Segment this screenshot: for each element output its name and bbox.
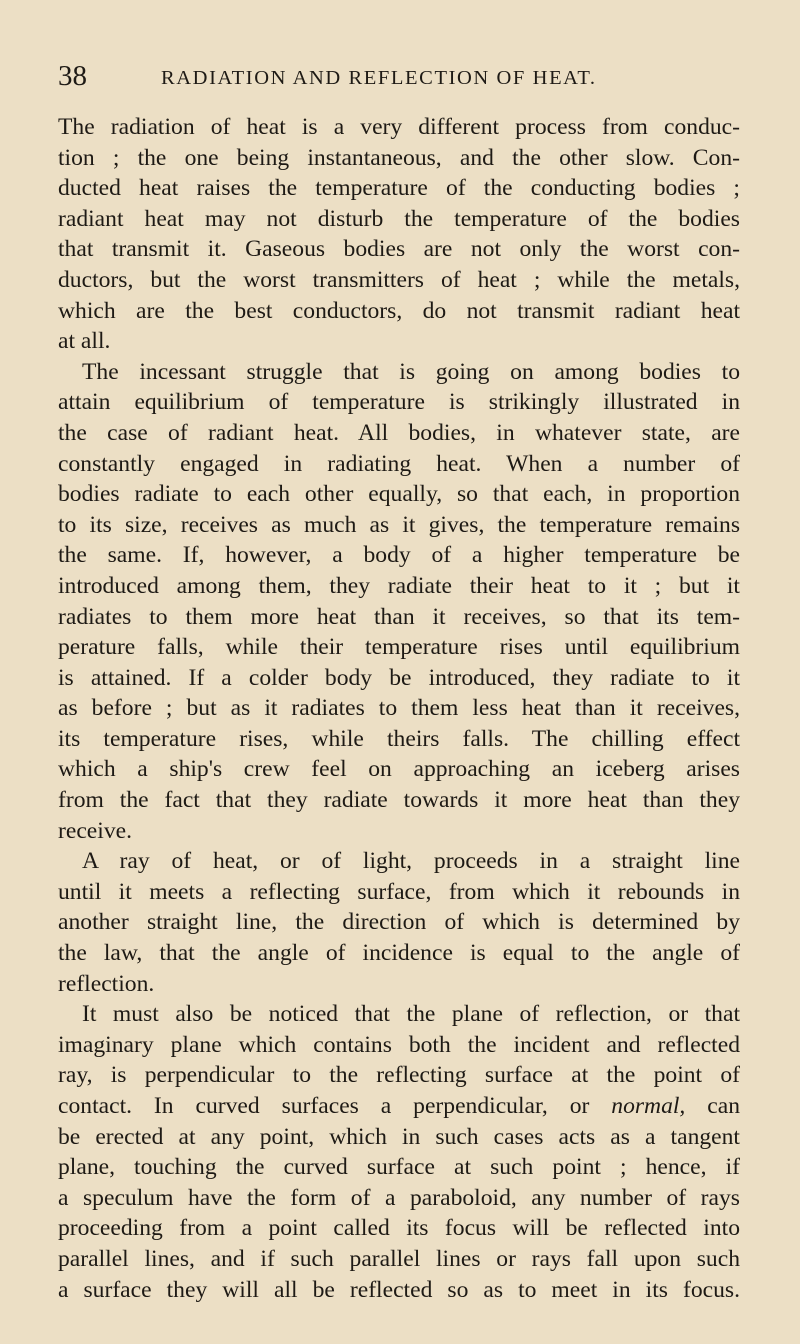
text-line-content: a surface they will all be reflected so as to meet in its focus. bbox=[58, 1276, 740, 1303]
text-line-content: reflection. bbox=[58, 970, 155, 997]
text-line-content: plane, touching the curved surface at such point ; hence, if bbox=[58, 1154, 740, 1181]
italic-term: normal, bbox=[611, 1093, 686, 1119]
text-line-content: be erected at any point, which in such cases acts as a tangent bbox=[58, 1123, 740, 1150]
text-line-content: until it meets a reflecting surface, from which it rebounds in bbox=[58, 878, 740, 905]
page-number: 38 bbox=[58, 60, 87, 92]
text-line-content: which a ship's crew feel on approaching an iceberg arises bbox=[58, 756, 740, 783]
text-line-content: A ray of heat, or of light, proceeds in a straight line bbox=[82, 848, 740, 875]
text-line-content: tion ; the one being instantaneous, and the other slow. Con- bbox=[58, 144, 740, 171]
text-line-content: the same. If, however, a body of a higher temperature be bbox=[58, 542, 740, 569]
text-line bbox=[58, 907, 740, 938]
text-line-content: the law, that the angle of incidence is equal to the angle of bbox=[58, 940, 740, 967]
text-line-content: imaginary plane which contains both the incident and reflected bbox=[58, 1031, 740, 1058]
text-line-content: radiant heat may not disturb the temperature of the bodies bbox=[58, 205, 740, 232]
text-line-content: that transmit it. Gaseous bodies are not only the worst con- bbox=[58, 236, 740, 263]
text-line-content: proceeding from a point called its focus will be reflected into bbox=[58, 1215, 740, 1242]
text-line-content: another straight line, the direction of which is determined by bbox=[58, 909, 740, 936]
text-line bbox=[58, 449, 740, 480]
body-text bbox=[58, 112, 740, 1305]
text-line bbox=[58, 143, 740, 174]
text-line-content: the case of radiant heat. All bodies, in whatever state, are bbox=[58, 419, 740, 446]
text-line-content: ducted heat raises the temperature of the conducting bodies ; bbox=[58, 175, 740, 202]
text-line bbox=[58, 1244, 740, 1275]
text-line bbox=[58, 418, 740, 449]
text-line bbox=[58, 785, 740, 816]
text-line bbox=[58, 540, 740, 571]
text-line-content: contact. In curved surfaces a perpendicular, or bbox=[58, 1093, 590, 1119]
text-line bbox=[58, 1183, 740, 1214]
text-line bbox=[58, 816, 740, 847]
text-line-content: constantly engaged in radiating heat. When a number of bbox=[58, 450, 740, 477]
text-line bbox=[58, 296, 740, 327]
text-line bbox=[58, 265, 740, 296]
text-line bbox=[58, 387, 740, 418]
text-line bbox=[58, 479, 740, 510]
text-line bbox=[58, 1030, 740, 1061]
text-line bbox=[58, 357, 740, 388]
text-line bbox=[58, 1122, 740, 1153]
text-line bbox=[58, 632, 740, 663]
text-line-content: The radiation of heat is a very different process from conduc- bbox=[58, 114, 740, 140]
text-line-content: at all. bbox=[58, 328, 111, 355]
text-line bbox=[58, 846, 740, 877]
text-line-content: receive. bbox=[58, 817, 132, 844]
text-line bbox=[58, 1152, 740, 1183]
running-head: RADIATION AND REFLECTION OF HEAT. bbox=[161, 67, 597, 89]
text-line bbox=[58, 663, 740, 694]
text-line-content: ductors, but the worst transmitters of heat ; while the metals, bbox=[58, 266, 740, 293]
text-line-content: The incessant struggle that is going on among bodies to bbox=[82, 358, 740, 385]
text-line-content: is attained. If a colder body be introduced, they radiate to it bbox=[58, 664, 740, 691]
text-line-content: as before ; but as it radiates to them less heat than it receives, bbox=[58, 695, 740, 722]
text-line bbox=[58, 112, 740, 143]
text-line-content: introduced among them, they radiate their heat to it ; but it bbox=[58, 572, 740, 599]
text-line bbox=[58, 999, 740, 1030]
text-line-content: perature falls, while their temperature rises until equilibrium bbox=[58, 634, 740, 661]
text-line bbox=[58, 234, 740, 265]
text-line bbox=[58, 173, 740, 204]
text-line-content: which are the best conductors, do not transmit radiant heat bbox=[58, 297, 740, 324]
text-line-content: It must also be noticed that the plane of reflection, or that bbox=[82, 1001, 740, 1028]
text-line-tail: can bbox=[685, 1093, 740, 1119]
text-line bbox=[58, 938, 740, 969]
text-line bbox=[58, 877, 740, 908]
text-line bbox=[58, 693, 740, 724]
text-line-content: attain equilibrium of temperature is strikingly illustrated in bbox=[58, 389, 740, 416]
text-line bbox=[58, 724, 740, 755]
text-line-content: from the fact that they radiate towards it more heat than they bbox=[58, 787, 740, 814]
text-line bbox=[58, 1275, 740, 1306]
page-header bbox=[58, 60, 740, 94]
text-line bbox=[58, 1091, 740, 1122]
text-line-content: to its size, receives as much as it gives, the temperature remains bbox=[58, 511, 740, 538]
text-line bbox=[58, 326, 740, 357]
text-line bbox=[58, 510, 740, 541]
text-line bbox=[58, 1213, 740, 1244]
text-line bbox=[58, 571, 740, 602]
text-line-content: bodies radiate to each other equally, so that each, in proportion bbox=[58, 481, 740, 508]
text-line-content: radiates to them more heat than it receives, so that its tem- bbox=[58, 603, 740, 630]
text-line-content: its temperature rises, while theirs falls. The chilling effect bbox=[58, 725, 740, 752]
text-line-content: ray, is perpendicular to the reflecting surface at the point of bbox=[58, 1062, 740, 1089]
text-line bbox=[58, 602, 740, 633]
text-line bbox=[58, 1060, 740, 1091]
text-line bbox=[58, 969, 740, 1000]
text-line-content: parallel lines, and if such parallel lines or rays fall upon such bbox=[58, 1245, 740, 1272]
text-line bbox=[58, 204, 740, 235]
text-line-content: a speculum have the form of a paraboloid, any number of rays bbox=[58, 1184, 740, 1211]
text-line bbox=[58, 754, 740, 785]
